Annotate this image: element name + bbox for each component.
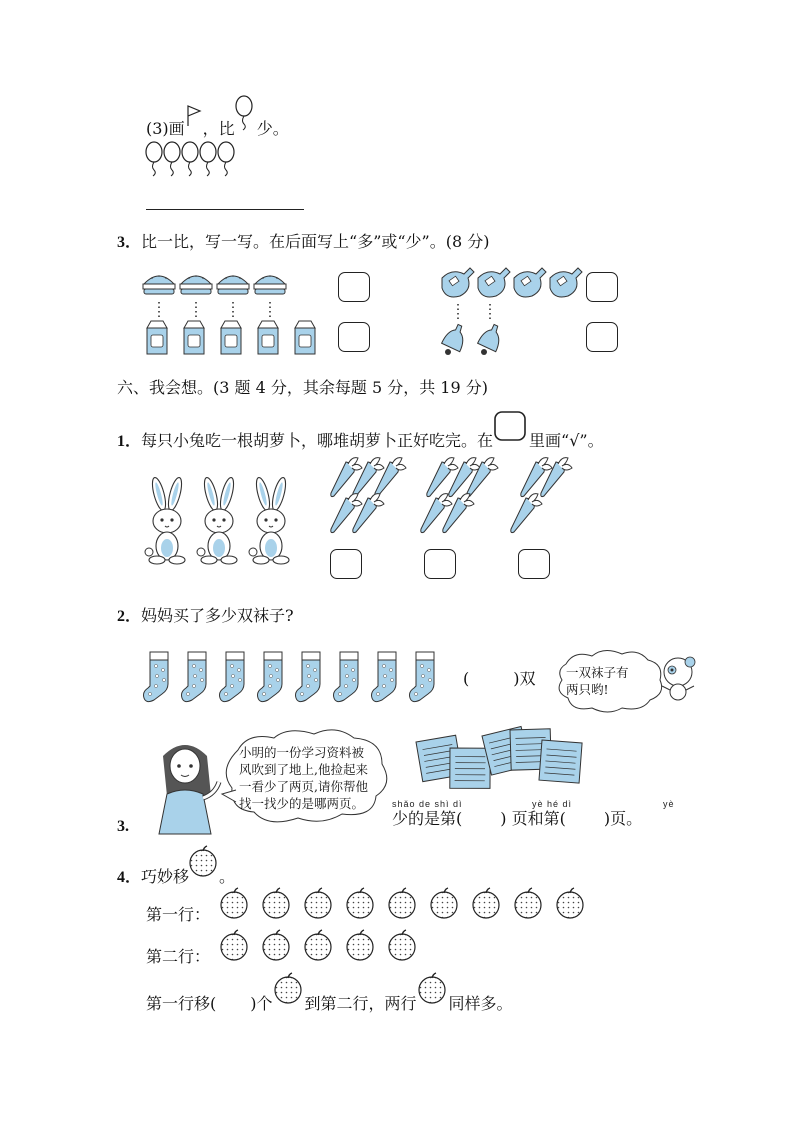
question-text-after: 里画“√”。: [529, 431, 604, 450]
sock-icon: [220, 652, 245, 702]
sentence-part-b: )个: [250, 994, 273, 1013]
apple-icon: [189, 862, 219, 882]
sock-icon: [372, 652, 397, 702]
carrot-pile-2: [420, 458, 510, 538]
bell-icon: [478, 322, 506, 355]
apple-icon: [305, 888, 331, 918]
draw-question-prefix: (3)画: [146, 119, 185, 138]
answer-box-burgers[interactable]: [338, 272, 370, 302]
burger-row: [142, 270, 292, 300]
apple-icon: [221, 888, 247, 918]
section-heading: 六、我会想。(3 题 4 分，其余每题 5 分，共 19 分): [117, 378, 488, 397]
apple-icon: [431, 888, 457, 918]
sock-icon: [182, 652, 207, 702]
sock-icon: [258, 652, 283, 702]
answer-box-bells[interactable]: [586, 322, 618, 352]
speech-line-2: 风吹到了地上,他捡起来: [239, 762, 368, 777]
milk-carton-icon: [295, 321, 315, 354]
milk-carton-icon: [258, 321, 278, 354]
apple-sentence: [146, 989, 513, 1014]
milk-carton-icon: [184, 321, 204, 354]
whistle-icon: [550, 268, 582, 297]
speech-line-1: 一双袜子有: [566, 665, 629, 680]
rabbit-icon: [197, 476, 237, 564]
milk-row: [144, 320, 334, 356]
apple-icon: [305, 930, 331, 960]
apple-icon: [389, 930, 415, 960]
speech-line-1: 小明的一份学习资料被: [239, 745, 365, 760]
balloon-row: [145, 142, 245, 176]
question-text-before: 每只小兔吃一根胡萝卜，哪堆胡萝卜正好吃完。在: [141, 431, 494, 450]
rabbits: [145, 476, 305, 571]
box-icon: [493, 426, 529, 446]
sentence-part-d: 同样多。: [448, 994, 513, 1013]
question-number: 4．: [117, 869, 142, 886]
burger-icon: [217, 275, 249, 294]
bell-icon: [442, 322, 470, 355]
answer-box-milk[interactable]: [338, 322, 370, 352]
speech-line-4: 找一找少的是哪两页。: [239, 796, 365, 811]
answer-box-carrots-1[interactable]: [330, 549, 362, 579]
draw-question-suffix: 少。: [256, 119, 289, 138]
apple-icon: [417, 989, 449, 1009]
speech-line-2: 两只哟!: [566, 682, 609, 697]
whistle-row: [438, 268, 588, 304]
socks-answer: [463, 669, 536, 689]
answer-open: (: [463, 669, 470, 688]
apple-icon: [557, 888, 583, 918]
pinyin-3: yè: [663, 799, 675, 809]
burger-icon: [143, 275, 175, 294]
pinyin-2: yè hé dì: [532, 799, 573, 809]
apple-question-title: [117, 862, 235, 888]
whistle-icon: [442, 268, 474, 297]
apple-icon: [347, 930, 373, 960]
row1-label: 第一行：: [146, 905, 211, 924]
sentence-part-c: 到第二行，两行: [304, 994, 417, 1013]
answer-box-carrots-2[interactable]: [424, 549, 456, 579]
scattered-pages: [410, 728, 590, 798]
rabbit-icon: [249, 476, 289, 564]
girl-illustration: [145, 738, 225, 838]
sock-icon: [334, 652, 359, 702]
answer-part-a: 少的是第(: [392, 809, 463, 828]
burger-icon: [254, 275, 286, 294]
bell-row: [438, 322, 518, 358]
socks-row: [142, 652, 462, 704]
row2-label: 第二行：: [146, 947, 211, 966]
milk-carton-icon: [147, 321, 167, 354]
dotted-connectors: [150, 302, 290, 322]
answer-box-whistles[interactable]: [586, 272, 618, 302]
apple-icon: [515, 888, 541, 918]
answer-box-carrots-3[interactable]: [518, 549, 550, 579]
apple-icon: [473, 888, 499, 918]
apple-icon: [347, 888, 373, 918]
carrot-pile-1: [330, 458, 420, 538]
flag-icon: [185, 114, 203, 134]
draw-question-middle: ，比: [202, 119, 235, 138]
milk-carton-icon: [221, 321, 241, 354]
apple-row-2: [220, 930, 600, 962]
question-title: 巧妙移: [141, 867, 190, 886]
sentence-part-a: 第一行移(: [146, 994, 217, 1013]
whistle-icon: [478, 268, 510, 297]
question-number: 3．: [117, 234, 142, 251]
socks-question: [117, 606, 294, 627]
question-number: 1．: [117, 433, 142, 450]
speech-line-3: 一看少了两页,请你帮他: [239, 779, 368, 794]
compare-question: [117, 232, 490, 253]
sock-icon: [296, 652, 321, 702]
apple-icon: [389, 888, 415, 918]
sock-icon: [410, 652, 435, 702]
dotted-connectors-2: [450, 304, 510, 324]
question-number: 3.: [117, 818, 129, 835]
whistle-icon: [514, 268, 546, 297]
answer-part-c: )页。: [603, 809, 643, 828]
apple-row-1: [220, 888, 600, 920]
apple-icon: [263, 888, 289, 918]
apple-icon: [273, 989, 305, 1009]
rabbit-question: [117, 426, 604, 452]
apple-icon: [221, 930, 247, 960]
question-title-end: 。: [219, 867, 236, 886]
pages-answer: [392, 809, 642, 829]
answer-close: )双: [513, 669, 536, 688]
pinyin-1: shǎo de shì dì: [392, 799, 463, 809]
balloon-icon: [235, 114, 257, 134]
cartoon-character: [656, 654, 706, 704]
burger-icon: [180, 275, 212, 294]
answer-line[interactable]: [146, 209, 304, 210]
question-text: 比一比，写一写。在后面写上“多”或“少”。(8 分): [141, 232, 490, 251]
question-number: 2．: [117, 608, 142, 625]
sock-icon: [144, 652, 169, 702]
apple-icon: [263, 930, 289, 960]
carrot-pile-3: [510, 458, 600, 538]
question-text: 妈妈买了多少双袜子?: [141, 606, 294, 625]
rabbit-icon: [145, 476, 185, 564]
draw-question-line: [146, 114, 289, 139]
answer-part-b: ) 页和第(: [500, 809, 566, 828]
